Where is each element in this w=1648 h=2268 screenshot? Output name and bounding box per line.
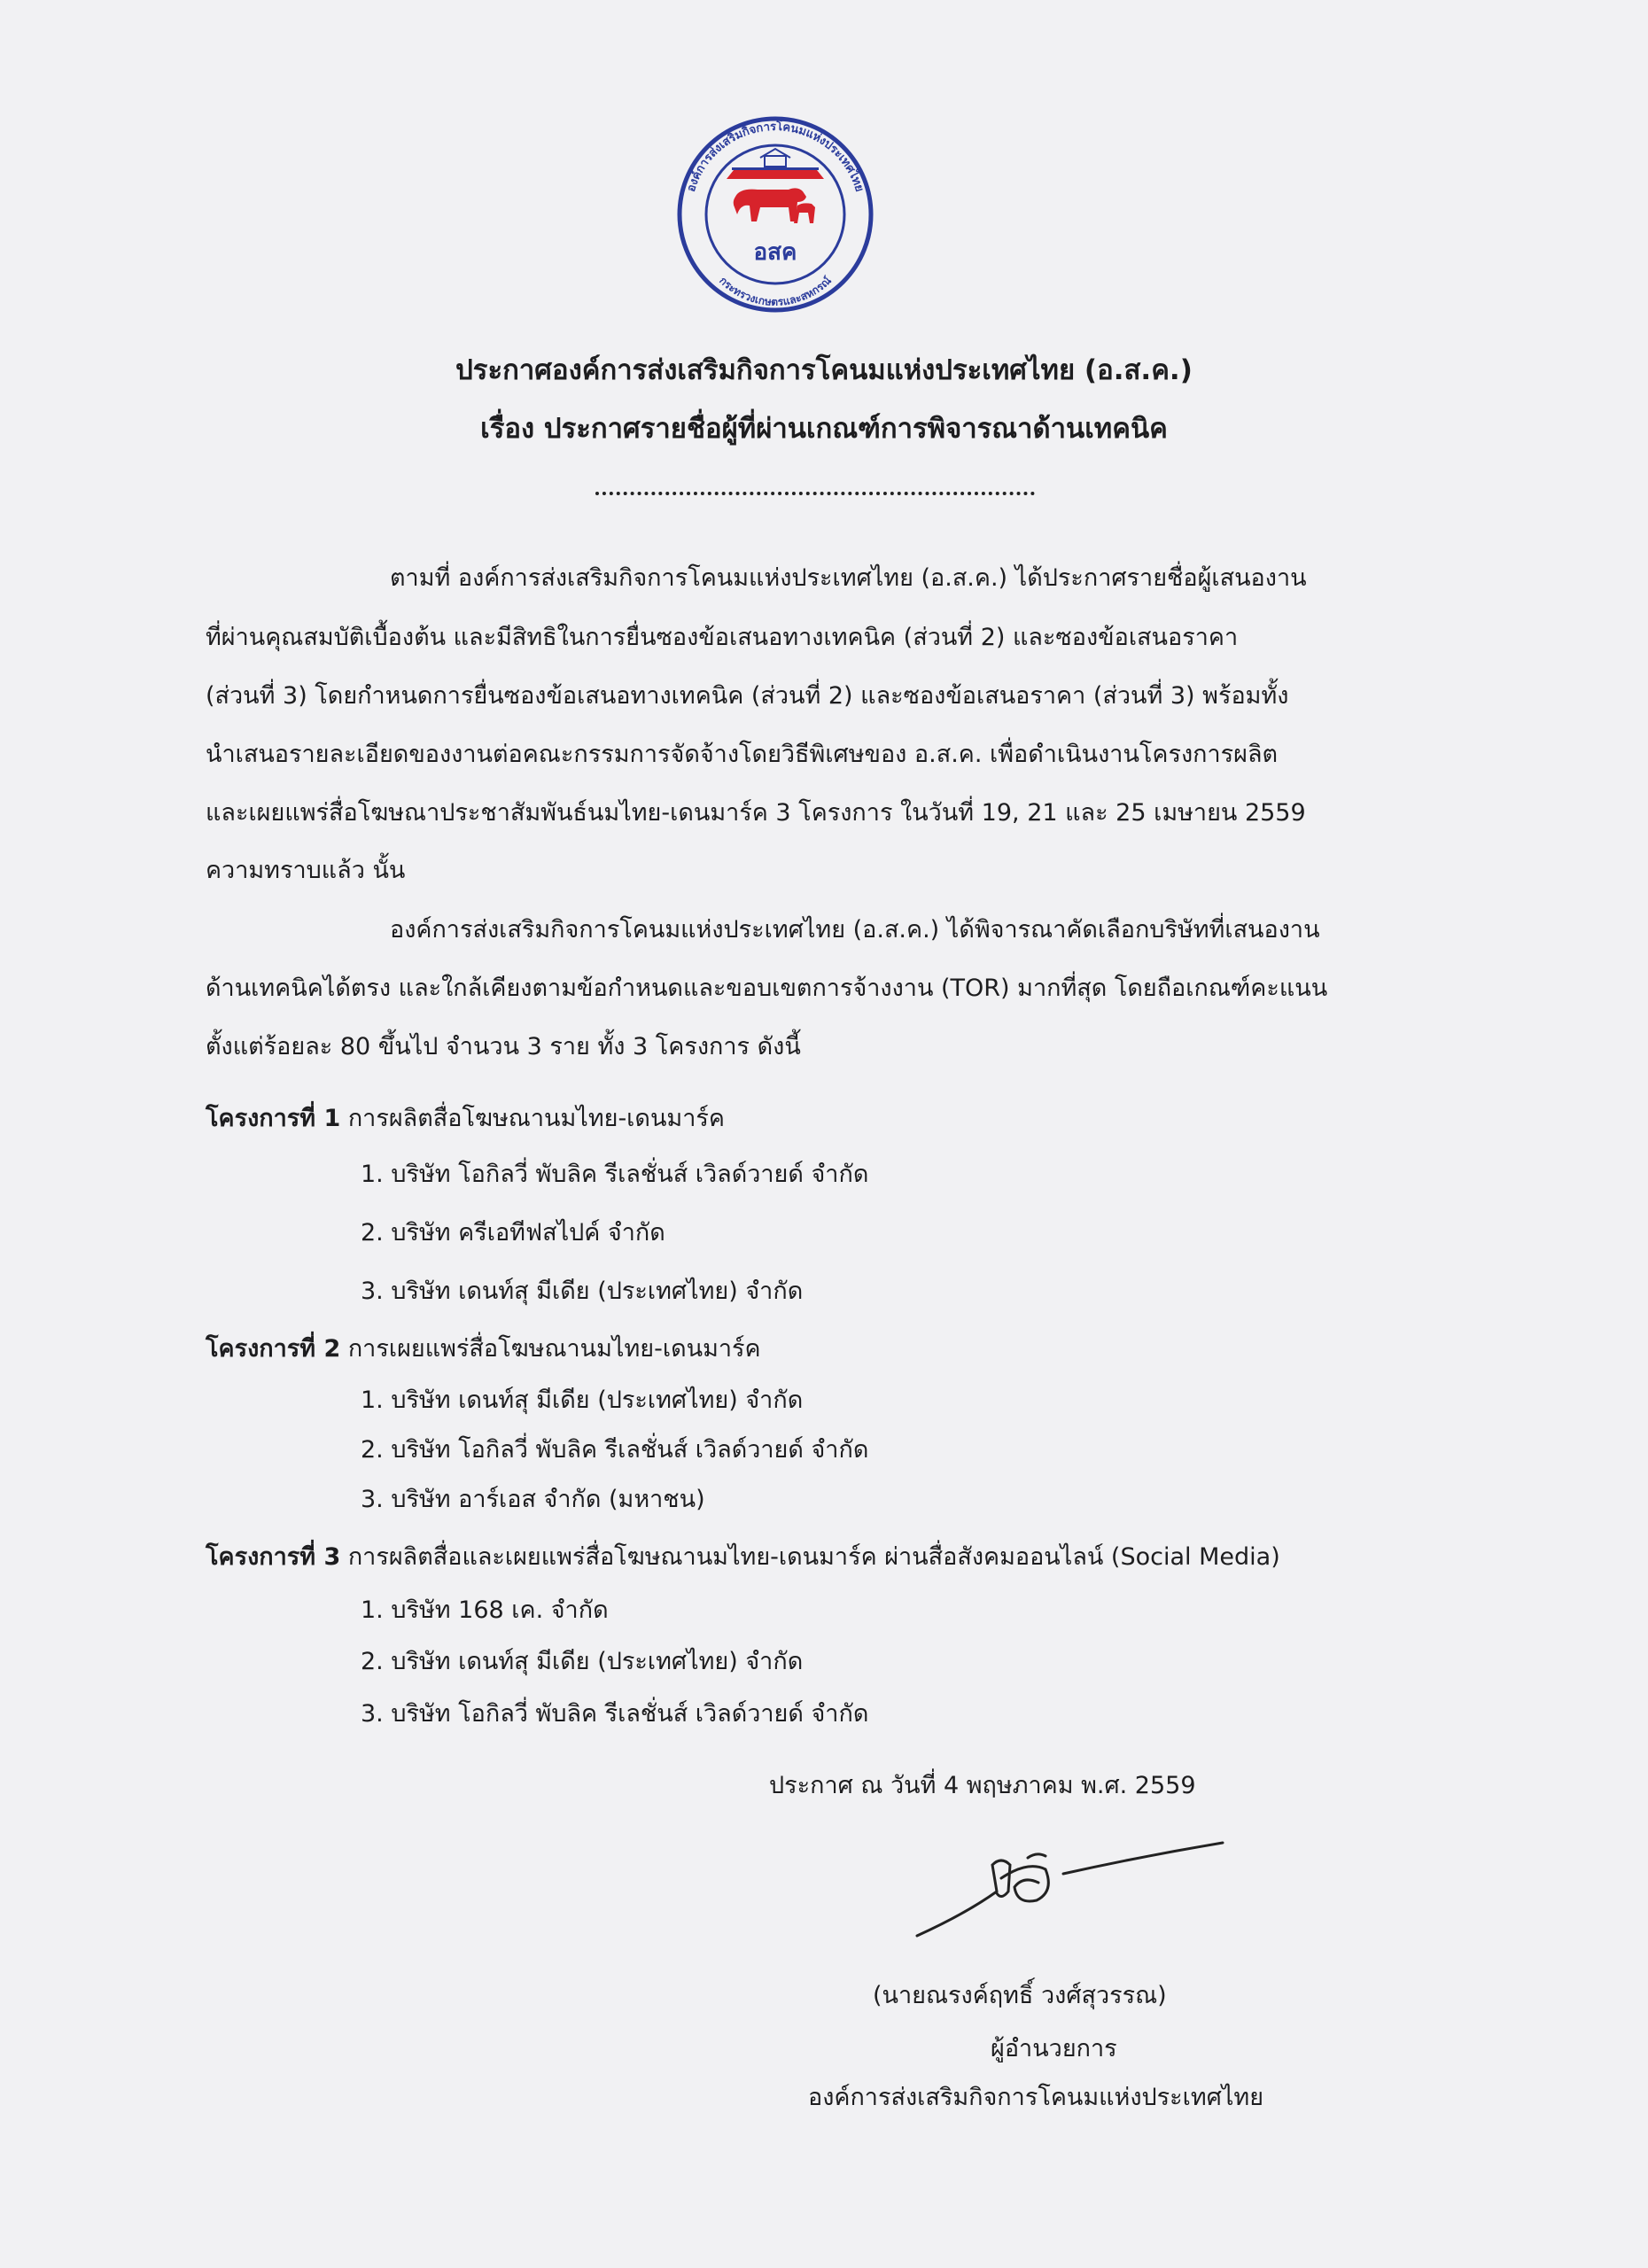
project-title: การเผยแพร่สื่อโฆษณานมไทย-เดนมาร์ค: [340, 1335, 761, 1363]
handwritten-signature: [913, 1829, 1249, 1953]
paragraph-1-line: ที่ผ่านคุณสมบัติเบื้องต้น และมีสิทธิในการยื่นซองข้อเสนอทางเทคนิค (ส่วนที่ 2) และซองข้อเสนอราคา: [206, 624, 1239, 651]
paragraph-1-line: นำเสนอรายละเอียดของงานต่อคณะกรรมการจัดจ้างโดยวิธีพิเศษของ อ.ส.ค. เพื่อดำเนินงานโครงการผลิต: [206, 741, 1279, 768]
project-label: โครงการที่ 2: [206, 1335, 341, 1363]
cow-icon: [734, 188, 815, 223]
project-heading: [206, 1099, 725, 1137]
company-list-item: 1. บริษัท เดนท์สุ มีเดีย (ประเทศไทย) จำกัด: [361, 1386, 804, 1414]
paragraph-2-line: ด้านเทคนิคได้ตรง และใกล้เคียงตามข้อกำหนดและขอบเขตการจ้างงาน (TOR) มากที่สุด โดยถือเกณฑ์คะแนน: [206, 975, 1328, 1002]
seal-ring-text-bottom: กระทรวงเกษตรและสหกรณ์: [717, 274, 834, 308]
company-list-item: 2. บริษัท เดนท์สุ มีเดีย (ประเทศไทย) จำกัด: [361, 1648, 804, 1675]
signer-organization: องค์การส่งเสริมกิจการโคนมแห่งประเทศไทย: [808, 2084, 1264, 2111]
organization-seal-logo: [656, 115, 895, 315]
paragraph-2-line: องค์การส่งเสริมกิจการโคนมแห่งประเทศไทย (อ.ส.ค.) ได้พิจารณาคัดเลือกบริษัทที่เสนองาน: [390, 916, 1320, 944]
signer-position: ผู้อำนวยการ: [991, 2035, 1117, 2062]
company-list-item: 3. บริษัท อาร์เอส จำกัด (มหาชน): [361, 1486, 705, 1513]
announcement-title: ประกาศองค์การส่งเสริมกิจการโคนมแห่งประเทศไทย (อ.ส.ค.): [455, 354, 1193, 386]
company-list-item: 2. บริษัท ครีเอทีฟสไปค์ จำกัด: [361, 1219, 665, 1247]
project-title: การผลิตสื่อโฆษณานมไทย-เดนมาร์ค: [340, 1105, 725, 1132]
announcement-date: ประกาศ ณ วันที่ 4 พฤษภาคม พ.ศ. 2559: [769, 1772, 1196, 1799]
paragraph-1-line: ตามที่ องค์การส่งเสริมกิจการโคนมแห่งประเทศไทย (อ.ส.ค.) ได้ประกาศรายชื่อผู้เสนองาน: [390, 564, 1307, 592]
paragraph-1-line: และเผยแพร่สื่อโฆษณาประชาสัมพันธ์นมไทย-เดนมาร์ค 3 โครงการ ในวันที่ 19, 21 และ 25 เมษายน 2559: [206, 799, 1306, 827]
company-list-item: 1. บริษัท 168 เค. จำกัด: [361, 1596, 609, 1624]
dotted-separator: [595, 492, 1035, 495]
signer-name: (นายณรงค์ฤทธิ์ วงศ์สุวรรณ): [873, 1982, 1167, 2009]
company-list-item: 3. บริษัท โอกิลวี่ พับลิค รีเลชั่นส์ เวิลด์วายด์ จำกัด: [361, 1700, 869, 1728]
project-heading: [206, 1537, 1280, 1575]
project-title: การผลิตสื่อและเผยแพร่สื่อโฆษณานมไทย-เดนมาร์ค ผ่านสื่อสังคมออนไลน์ (Social Media): [340, 1543, 1280, 1571]
project-label: โครงการที่ 1: [206, 1105, 341, 1132]
paragraph-1-line: (ส่วนที่ 3) โดยกำหนดการยื่นซองข้อเสนอทางเทคนิค (ส่วนที่ 2) และซองข้อเสนอราคา (ส่วนที่ 3) พร้อมทั้ง: [206, 682, 1289, 710]
company-list-item: 1. บริษัท โอกิลวี่ พับลิค รีเลชั่นส์ เวิลด์วายด์ จำกัด: [361, 1161, 869, 1188]
announcement-subject: เรื่อง ประกาศรายชื่อผู้ที่ผ่านเกณฑ์การพิจารณาด้านเทคนิค: [480, 413, 1168, 445]
seal-ring-text-top: องค์การส่งเสริมกิจการโคนมแห่งประเทศไทย: [684, 120, 867, 194]
company-list-item: 2. บริษัท โอกิลวี่ พับลิค รีเลชั่นส์ เวิลด์วายด์ จำกัด: [361, 1436, 869, 1464]
project-heading: [206, 1329, 761, 1367]
paragraph-2-line: ตั้งแต่ร้อยละ 80 ขึ้นไป จำนวน 3 ราย ทั้ง 3 โครงการ ดังนี้: [206, 1033, 801, 1060]
project-label: โครงการที่ 3: [206, 1543, 341, 1571]
paragraph-1-line: ความทราบแล้ว นั้น: [206, 857, 406, 884]
company-list-item: 3. บริษัท เดนท์สุ มีเดีย (ประเทศไทย) จำกัด: [361, 1278, 804, 1305]
seal-monogram: อสค: [753, 239, 797, 266]
